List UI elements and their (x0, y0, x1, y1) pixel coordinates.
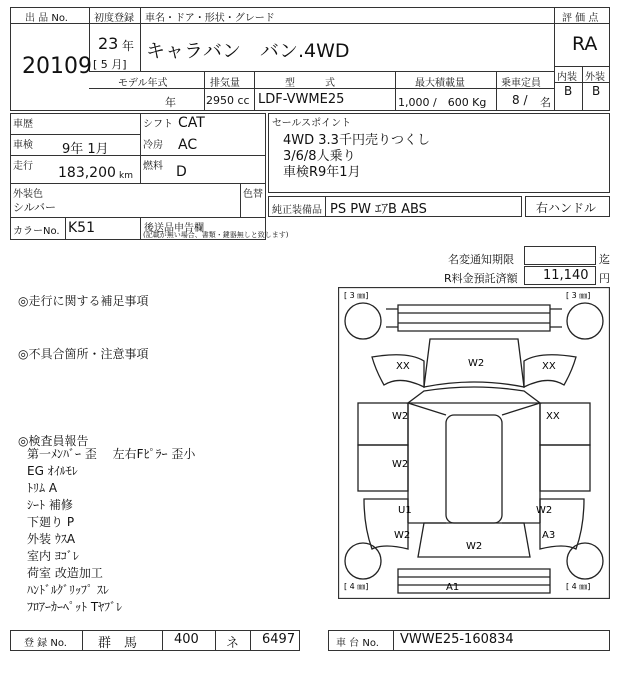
fuel-label: 燃料 (143, 161, 163, 172)
inspection-label: 車検 (13, 140, 33, 151)
report-line: ﾊﾝﾄﾞﾙｸﾞﾘｯﾌﾟ ｽﾚ (27, 583, 109, 597)
ac-value: AC (178, 137, 198, 153)
tire-rear-left (345, 543, 381, 579)
color-no-value: K51 (68, 220, 95, 236)
shift-label: シフト (143, 119, 173, 130)
report-line: 室内 ﾖｺﾞﾚ (27, 549, 79, 563)
chassis-no-label: 車 台 No. (336, 638, 379, 649)
type-value: LDF-VWME25 (258, 92, 345, 107)
damage-mark: XX (546, 411, 560, 422)
inspector-report-label: ◎検査員報告 (18, 434, 89, 448)
rating-label: 評 価 点 (562, 13, 599, 24)
car-name: キャラバン バン.4WD (146, 40, 350, 62)
capacity-value: 8 / (512, 93, 528, 107)
shift-value: CAT (178, 115, 205, 131)
mileage-unit: km (119, 171, 133, 181)
exterior-grade: B (592, 84, 601, 98)
ac-label: 冷房 (143, 140, 163, 151)
report-line: ﾌﾛｱｰｶｰﾍﾟｯﾄ Tﾔﾌﾞﾚ (27, 600, 123, 614)
history-label: 車歴 (13, 119, 33, 130)
type-label: 型 式 (285, 78, 335, 89)
registration-kana: ネ (226, 636, 240, 651)
color-no-label: カラーNo. (13, 226, 60, 237)
registration-no-label: 登 録 No. (24, 638, 67, 649)
report-line: EG ｵｲﾙﾓﾚ (27, 464, 78, 478)
registration-number: 6497 (262, 632, 296, 647)
mileage-value: 183,200 (58, 165, 116, 181)
mileage-label: 走行 (13, 161, 33, 172)
damage-mark: W2 (536, 505, 553, 516)
color-label: 外装色 (13, 189, 43, 200)
report-line: 荷室 改造加工 (27, 566, 103, 580)
damage-mark: A3 (542, 530, 556, 541)
car-name-label: 車名・ドア・形状・グレード (145, 13, 275, 24)
capacity-unit: 名 (540, 96, 551, 109)
damage-mark: W2 (392, 459, 409, 470)
registration-year-unit: 年 (122, 39, 135, 53)
registration-label: 初度登録 (94, 13, 134, 24)
damage-mark: W2 (392, 411, 409, 422)
car-damage-diagram (338, 287, 610, 599)
defects-notes-label: ◎不具合箇所・注意事項 (18, 347, 149, 361)
registration-year: 23 (98, 34, 119, 53)
recycle-value: 11,140 (543, 268, 589, 283)
sales-point-line: 車検R9年1月 (283, 165, 361, 180)
lot-number: 20109 (22, 54, 92, 79)
tire-front-left (345, 303, 381, 339)
inspection-value: 9年 1月 (62, 142, 109, 157)
damage-mark: W2 (468, 358, 485, 369)
damage-mark: W2 (394, 530, 411, 541)
load-value: 1,000 / 600 Kg (398, 96, 487, 109)
handle-value: 右ハンドル (536, 201, 597, 215)
after-delivery-note: (記載が無い場合、書類・鍵器無しと致します) (143, 231, 289, 239)
exterior-label: 外装 (585, 72, 605, 83)
tire-depth-rear-right: [ 4 ㎜] (566, 582, 591, 591)
report-line: 外装 ｳｽA (27, 532, 76, 546)
tire-rear-right (567, 543, 603, 579)
capacity-label: 乗車定員 (501, 78, 541, 89)
recycle-unit: 円 (599, 272, 610, 285)
driving-notes-label: ◎走行に関する補足事項 (18, 294, 149, 308)
lot-label: 出 品 No. (25, 13, 68, 24)
sales-point-label: セールスポイント (272, 118, 352, 129)
report-line: 下廻り P (27, 515, 75, 529)
report-line: ｼｰﾄ 補修 (27, 498, 73, 512)
recycle-label: R料金預託済額 (444, 272, 518, 285)
interior-grade: B (564, 84, 573, 98)
model-year-unit: 年 (165, 96, 176, 109)
sales-point-line: 3/6/8人乗り (283, 149, 356, 164)
load-label: 最大積載量 (415, 78, 465, 89)
deadline-unit: 迄 (599, 253, 610, 266)
sales-point-line: 4WD 3.3千円売りつくし (283, 133, 430, 148)
report-line: 第一ﾒﾝﾊﾞｰ 歪 左右Fﾋﾟﾗｰ 歪小 (27, 447, 196, 461)
spec-frame (10, 113, 266, 240)
registration-prefecture: 群 馬 (98, 636, 138, 651)
displacement-label: 排気量 (210, 78, 240, 89)
tire-depth-front-left: [ 3 ㎜] (344, 291, 369, 300)
report-line: ﾄﾘﾑ A (27, 481, 58, 495)
fuel-value: D (176, 164, 187, 180)
color-change-label: 色替 (243, 189, 263, 200)
tire-front-right (567, 303, 603, 339)
damage-mark: XX (396, 361, 410, 372)
equipment-value: PS PW ｴｱB ABS (330, 202, 427, 217)
deadline-box (524, 246, 596, 265)
registration-month: [ 5 月] (93, 58, 127, 71)
after-delivery-label: 後送品申告欄 (144, 223, 204, 234)
tire-depth-rear-left: [ 4 ㎜] (344, 582, 369, 591)
color-value: シルバー (13, 201, 56, 214)
damage-mark: W2 (466, 541, 483, 552)
inspector-report (27, 446, 195, 616)
deadline-label: 名変通知期限 (448, 253, 514, 266)
interior-label: 内装 (557, 72, 577, 83)
damage-mark: U1 (398, 505, 412, 516)
damage-mark: XX (542, 361, 556, 372)
rating-value: RA (572, 33, 598, 55)
model-year-label: モデル年式 (118, 78, 168, 89)
chassis-number: VWWE25-160834 (400, 632, 514, 647)
equipment-label: 純正装備品 (272, 205, 322, 216)
registration-class: 400 (174, 632, 199, 647)
displacement-value: 2950 cc (206, 94, 250, 107)
tire-depth-front-right: [ 3 ㎜] (566, 291, 591, 300)
damage-mark: A1 (446, 582, 460, 593)
